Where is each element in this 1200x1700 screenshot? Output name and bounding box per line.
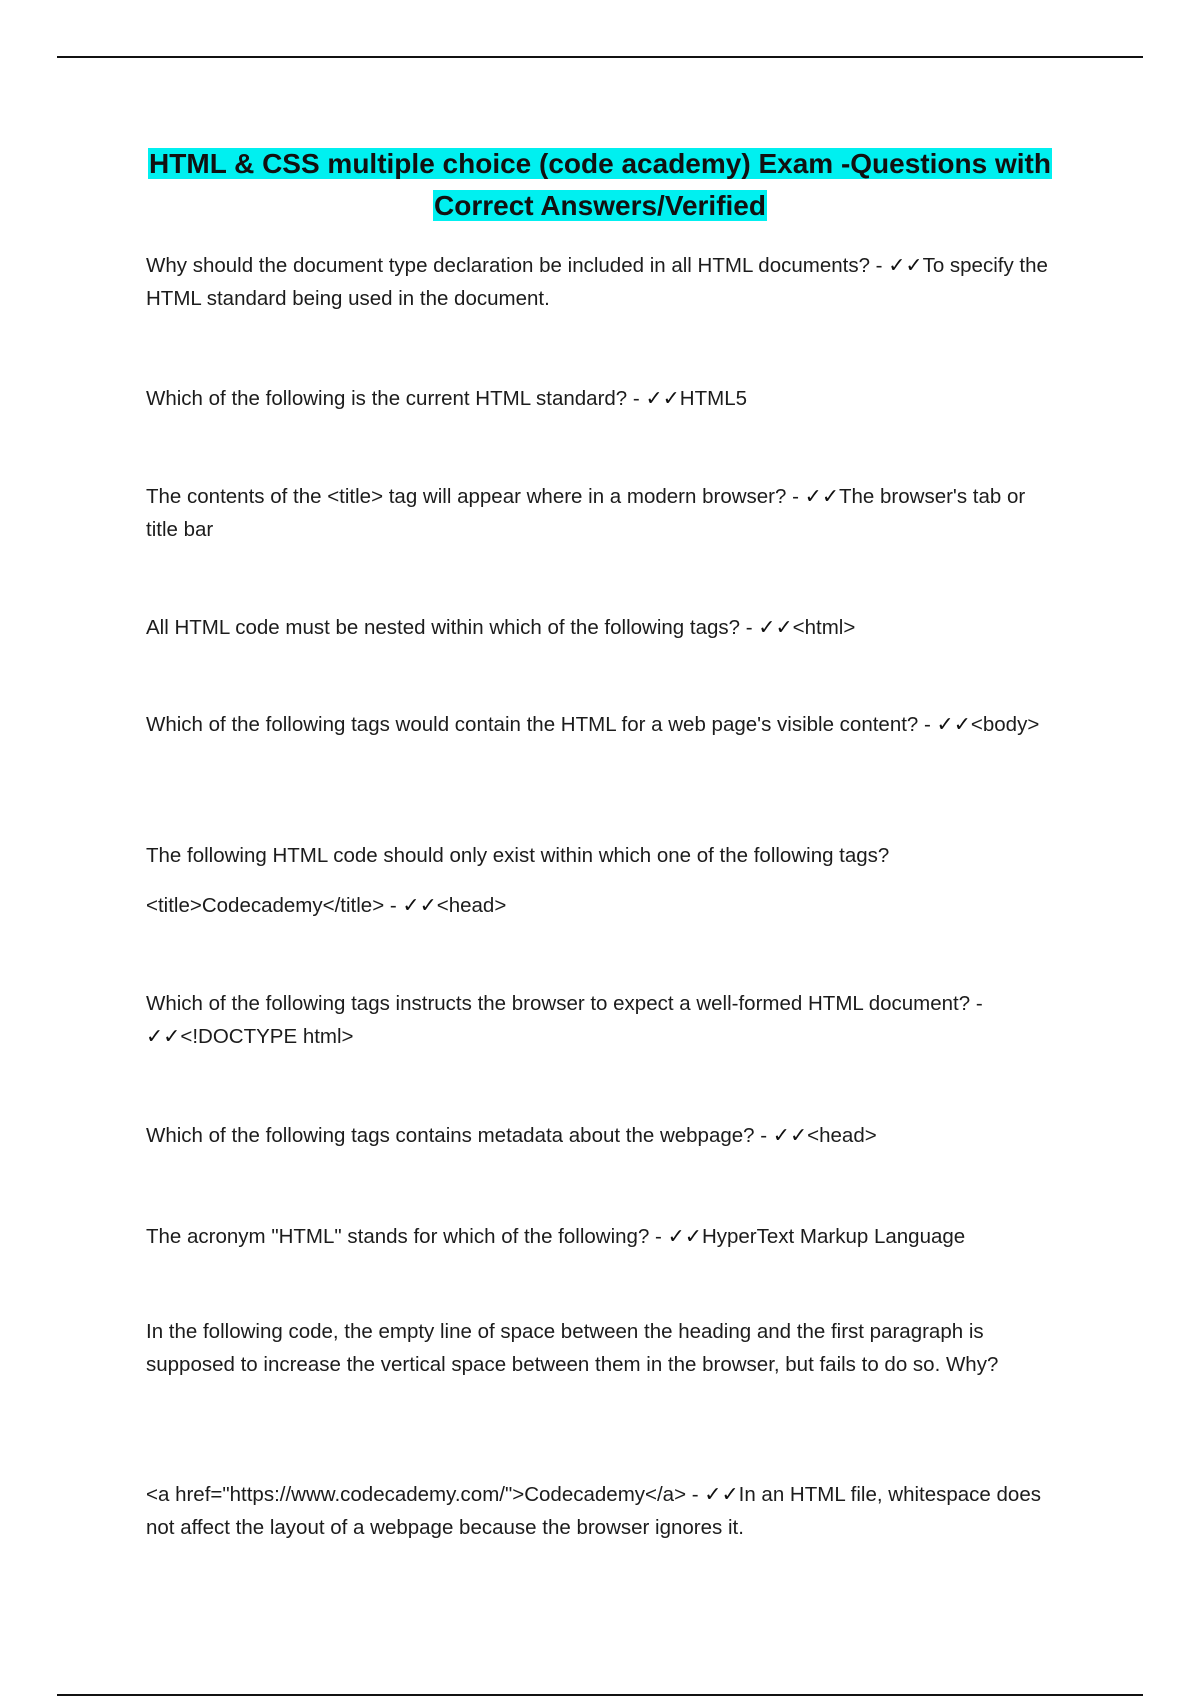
check-icon: ✓✓ [804,485,839,508]
qa-item [146,1220,1056,1253]
question-text: Which of the following tags instructs the browser to expect a well-formed HTML document? - [146,992,983,1015]
answer-text: HyperText Markup Language [701,1225,966,1248]
question-text: The acronym "HTML" stands for which of the following? - [146,1225,668,1248]
qa-item [146,708,1056,741]
check-icon: ✓✓ [146,1025,181,1048]
title-line-2: Correct Answers/Verified [434,190,766,221]
question-text: Which of the following tags contains metadata about the webpage? - [146,1124,773,1147]
document-title [100,143,1100,227]
qa-item [146,1119,1056,1152]
qa-item [146,1478,1056,1544]
answer-text: <head> [807,1124,877,1147]
question-text: The contents of the <title> tag will appear where in a modern browser? - [146,485,805,508]
qa-item [146,249,1056,315]
check-icon: ✓✓ [772,1124,808,1147]
check-icon: ✓✓ [667,1225,702,1248]
qa-item [146,480,1056,546]
top-rule [57,56,1143,58]
answer-text: <head> [436,894,507,917]
question-text: Why should the document type declaration be included in all HTML documents? - [146,254,889,277]
question-text: The following HTML code should only exist within which one of the following tags? [146,844,890,867]
answer-text: HTML5 [679,387,748,410]
answer-text: <html> [792,616,856,639]
check-icon: ✓✓ [936,713,971,736]
qa-item [146,382,1056,415]
check-icon: ✓✓ [704,1483,739,1506]
qa-item [146,987,1056,1053]
check-icon: ✓✓ [645,387,680,410]
qa-item [146,839,1056,922]
answer-text: In an HTML file, whitespace does not affect the layout of a webpage because the browser ignores it. [146,1483,1041,1539]
question-text: Which of the following tags would contain the HTML for a web page's visible content? - [146,713,937,736]
question-text: All HTML code must be nested within which of the following tags? - [146,616,759,639]
answer-text: To specify the HTML standard being used in the document. [146,254,1048,310]
check-icon: ✓✓ [888,254,923,277]
code-text: <title>Codecademy</title> - [146,894,403,917]
question-text: Which of the following is the current HTML standard? - [146,387,646,410]
qa-item [146,611,1056,644]
bottom-rule [57,1694,1143,1696]
question-text: In the following code, the empty line of space between the heading and the first paragraph is supposed to increase the vertical space between them in the browser, but fails to do so. Why? [146,1320,999,1376]
qa-item [146,1315,1056,1381]
code-text: <a href="https://www.codecademy.com/">Codecademy</a> - [146,1483,705,1506]
answer-text: <body> [970,713,1040,736]
check-icon: ✓✓ [402,894,437,917]
answer-text: The browser's tab or title bar [146,485,1026,541]
check-icon: ✓✓ [758,616,793,639]
code-line [146,889,1056,922]
title-line-1: HTML & CSS multiple choice (code academy) Exam -Questions with [149,148,1051,179]
answer-text: <!DOCTYPE html> [180,1025,354,1048]
